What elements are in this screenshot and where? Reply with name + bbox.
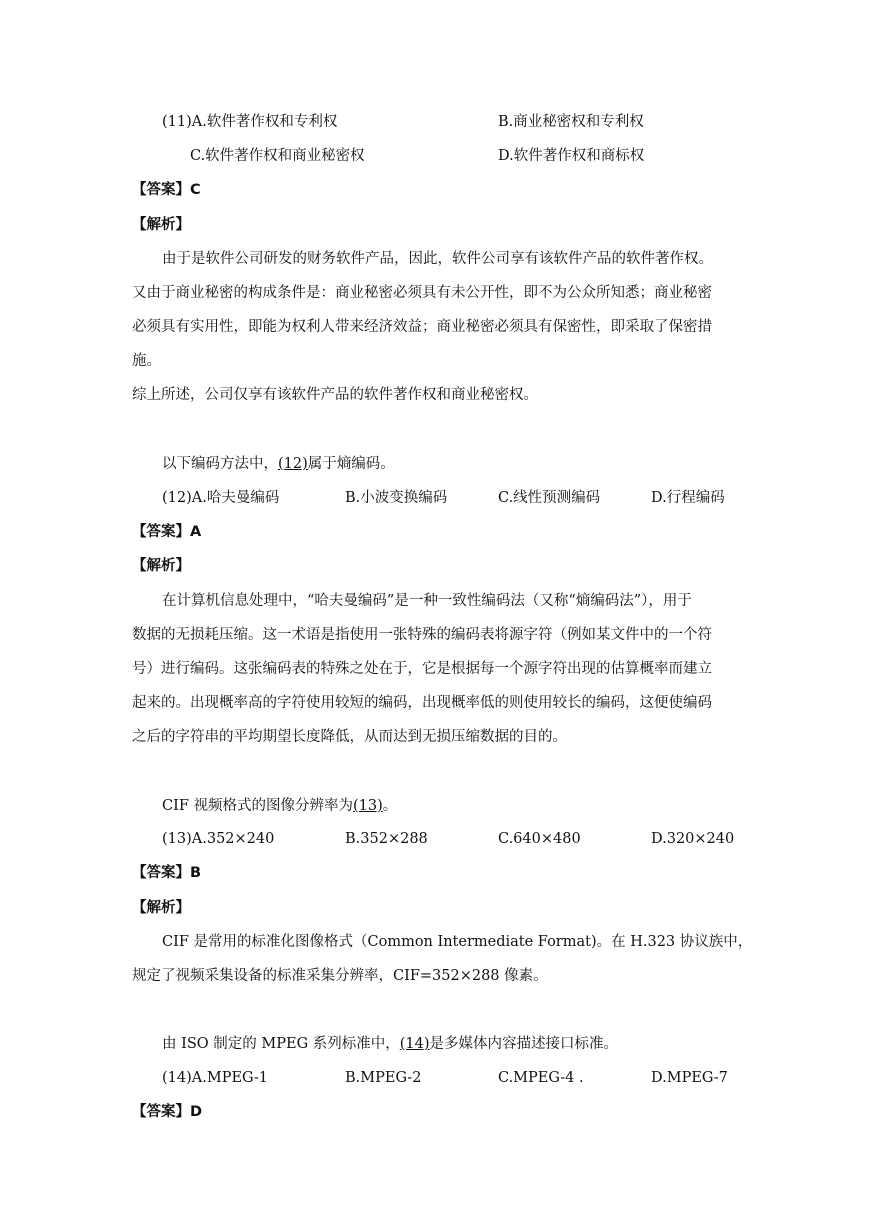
answer-label: 【答案】 [132,524,190,540]
q12-analysis-line: 之后的字符串的平均期望长度降低，从而达到无损压缩数据的目的。 [132,729,567,745]
answer-value: B [190,865,202,881]
q11-analysis-label: 【解析】 [132,217,190,233]
stem-blank: (13) [353,798,383,814]
stem-blank: (12) [278,456,308,472]
q11-analysis-line: 综上所述，公司仅享有该软件产品的软件著作权和商业秘密权。 [132,387,538,403]
q14-option-b: B.MPEG-2 [345,1070,422,1086]
q11-option-b: B.商业秘密权和专利权 [498,114,644,130]
answer-value: A [190,524,202,540]
q11-option-d: D.软件著作权和商标权 [498,148,645,164]
answer-value: C [190,182,201,198]
q13-option-b: B.352×288 [345,831,428,847]
q13-analysis-line: CIF 是常用的标准化图像格式（Common Intermediate Format)。在 H.323 协议族中， [162,934,753,950]
q12-analysis-line: 在计算机信息处理中，“哈夫曼编码”是一种一致性编码法（又称“熵编码法”），用于 [162,593,692,609]
q14-option-c: C.MPEG-4 . [498,1070,584,1086]
q13-option-a: (13)A.352×240 [162,831,275,847]
stem-text: 。 [382,798,398,814]
q11-analysis-line: 又由于商业秘密的构成条件是：商业秘密必须具有未公开性，即不为公众所知悉；商业秘密 [132,285,712,301]
answer-label: 【答案】 [132,865,190,881]
q12-analysis-line: 数据的无损耗压缩。这一术语是指使用一张特殊的编码表将源字符（例如某文件中的一个符 [132,627,712,643]
answer-label: 【答案】 [132,1104,190,1120]
q14-answer [132,1102,742,1122]
stem-text: CIF 视频格式的图像分辨率为 [162,798,353,814]
answer-value: D [190,1104,203,1120]
stem-text: 由 ISO 制定的 MPEG 系列标准中， [162,1036,400,1052]
q12-option-d: D.行程编码 [651,490,725,506]
q12-option-b: B.小波变换编码 [345,490,448,506]
q11-analysis-line: 施。 [132,353,161,369]
q13-stem [162,796,772,816]
q12-stem [162,454,772,474]
q12-analysis-label: 【解析】 [132,558,190,574]
q13-analysis-label: 【解析】 [132,900,190,916]
q12-answer [132,522,742,542]
stem-blank: (14) [399,1036,430,1052]
q11-analysis-line: 由于是软件公司研发的财务软件产品，因此，软件公司享有该软件产品的软件著作权。 [162,251,713,267]
stem-text: 以下编码方法中， [162,456,278,472]
q14-option-a: (14)A.MPEG-1 [162,1070,269,1086]
q13-option-d: D.320×240 [651,831,735,847]
q14-stem [162,1034,772,1054]
answer-label: 【答案】 [132,182,190,198]
q11-answer [132,180,742,200]
q11-option-c: C.软件著作权和商业秘密权 [190,148,365,164]
q13-analysis-line: 规定了视频采集设备的标准采集分辨率，CIF=352×288 像素。 [132,968,548,984]
q12-option-a: (12)A.哈夫曼编码 [162,490,280,506]
q14-option-d: D.MPEG-7 [651,1070,728,1086]
q11-analysis-line: 必须具有实用性，即能为权利人带来经济效益；商业秘密必须具有保密性，即采取了保密措 [132,319,712,335]
q13-option-c: C.640×480 [498,831,581,847]
stem-text: 属于熵编码。 [307,456,395,472]
q11-option-a: (11)A.软件著作权和专利权 [162,114,338,130]
q12-analysis-line: 号）进行编码。这张编码表的特殊之处在于，它是根据每一个源字符出现的估算概率而建立 [132,661,712,677]
q12-option-c: C.线性预测编码 [498,490,601,506]
stem-text: 是多媒体内容描述接口标准。 [429,1036,619,1052]
q13-answer [132,863,742,883]
q12-analysis-line: 起来的。出现概率高的字符使用较短的编码，出现概率低的则使用较长的编码，这便使编码 [132,695,712,711]
